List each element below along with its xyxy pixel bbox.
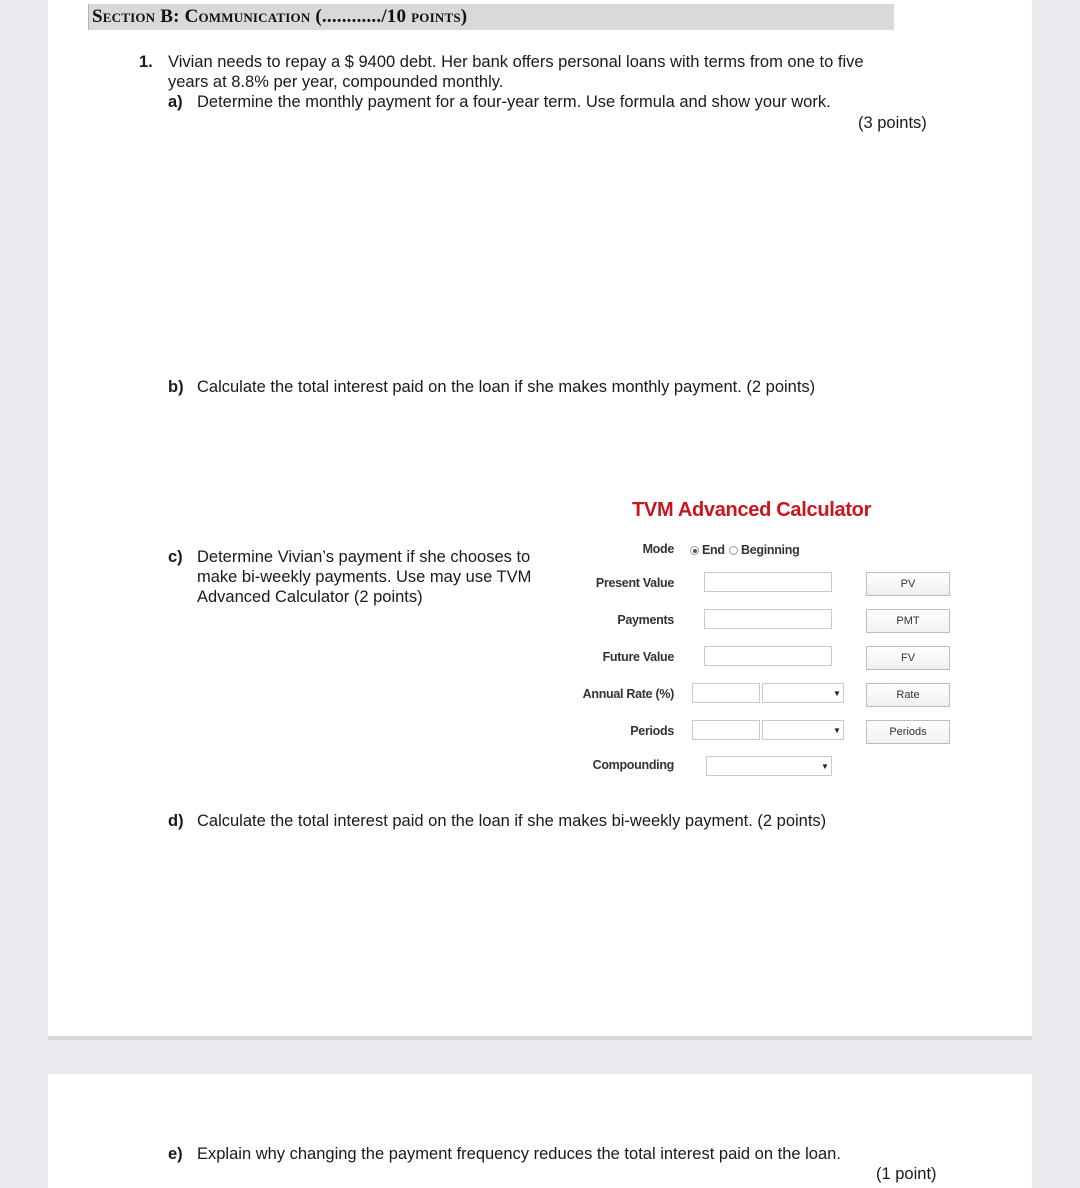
periods-select[interactable] xyxy=(762,720,844,740)
document-page-1 xyxy=(48,0,1032,1036)
part-b-label: b) xyxy=(168,378,184,396)
compounding-label: Compounding xyxy=(592,758,674,772)
mode-beginning-label: Beginning xyxy=(741,543,800,557)
section-title-b: B: xyxy=(160,6,180,27)
pmt-button[interactable]: PMT xyxy=(866,609,950,633)
question-line-1: Vivian needs to repay a $ 9400 debt. Her bank offers personal loans with terms from one to five xyxy=(168,53,864,71)
section-header xyxy=(88,4,894,30)
present-value-label: Present Value xyxy=(595,576,674,590)
payments-input[interactable] xyxy=(704,609,832,629)
chevron-down-icon: ▼ xyxy=(833,689,841,698)
question-number: 1. xyxy=(139,53,153,71)
fv-button[interactable]: FV xyxy=(866,646,950,670)
chevron-down-icon: ▼ xyxy=(821,762,829,771)
part-c-line-1: Determine Vivian’s payment if she chooses to xyxy=(197,548,531,566)
section-points: (............/10 points) xyxy=(315,6,468,27)
page-divider xyxy=(48,1036,1032,1040)
present-value-input[interactable] xyxy=(704,572,832,592)
compounding-select[interactable] xyxy=(706,756,832,776)
chevron-down-icon: ▼ xyxy=(833,726,841,735)
part-c-line-3: Advanced Calculator (2 points) xyxy=(197,588,423,606)
calculator-title: TVM Advanced Calculator xyxy=(632,499,872,521)
question-line-2: years at 8.8% per year, compounded monthly. xyxy=(168,73,504,91)
part-c-label: c) xyxy=(168,548,183,566)
part-d-text: Calculate the total interest paid on the loan if she makes bi-weekly payment. (2 points) xyxy=(197,812,827,830)
mode-label: Mode xyxy=(642,542,674,556)
section-title-word1: Section xyxy=(92,6,156,27)
periods-label: Periods xyxy=(630,724,674,738)
part-a-text: Determine the monthly payment for a four-year term. Use formula and show your work. xyxy=(197,93,831,111)
annual-rate-select[interactable] xyxy=(762,683,844,703)
part-d-label: d) xyxy=(168,812,184,830)
mode-end-radio[interactable] xyxy=(690,546,699,555)
part-e-points: (1 point) xyxy=(876,1165,937,1183)
annual-rate-input[interactable] xyxy=(692,683,760,703)
part-e-text: Explain why changing the payment frequency reduces the total interest paid on the loan. xyxy=(197,1145,841,1163)
part-b-text: Calculate the total interest paid on the loan if she makes monthly payment. (2 points) xyxy=(197,378,816,396)
section-title-word2: Communication xyxy=(184,6,311,27)
mode-beginning-radio[interactable] xyxy=(729,546,738,555)
periods-button[interactable]: Periods xyxy=(866,720,950,744)
annual-rate-label: Annual Rate (%) xyxy=(582,687,674,701)
payments-label: Payments xyxy=(617,613,674,627)
rate-button[interactable]: Rate xyxy=(866,683,950,707)
part-a-points: (3 points) xyxy=(858,114,927,132)
part-e-label: e) xyxy=(168,1145,183,1163)
pv-button[interactable]: PV xyxy=(866,572,950,596)
periods-input[interactable] xyxy=(692,720,760,740)
mode-end-label: End xyxy=(702,543,725,557)
part-c-line-2: make bi-weekly payments. Use may use TVM xyxy=(197,568,532,586)
future-value-input[interactable] xyxy=(704,646,832,666)
future-value-label: Future Value xyxy=(602,650,674,664)
part-a-label: a) xyxy=(168,93,183,111)
